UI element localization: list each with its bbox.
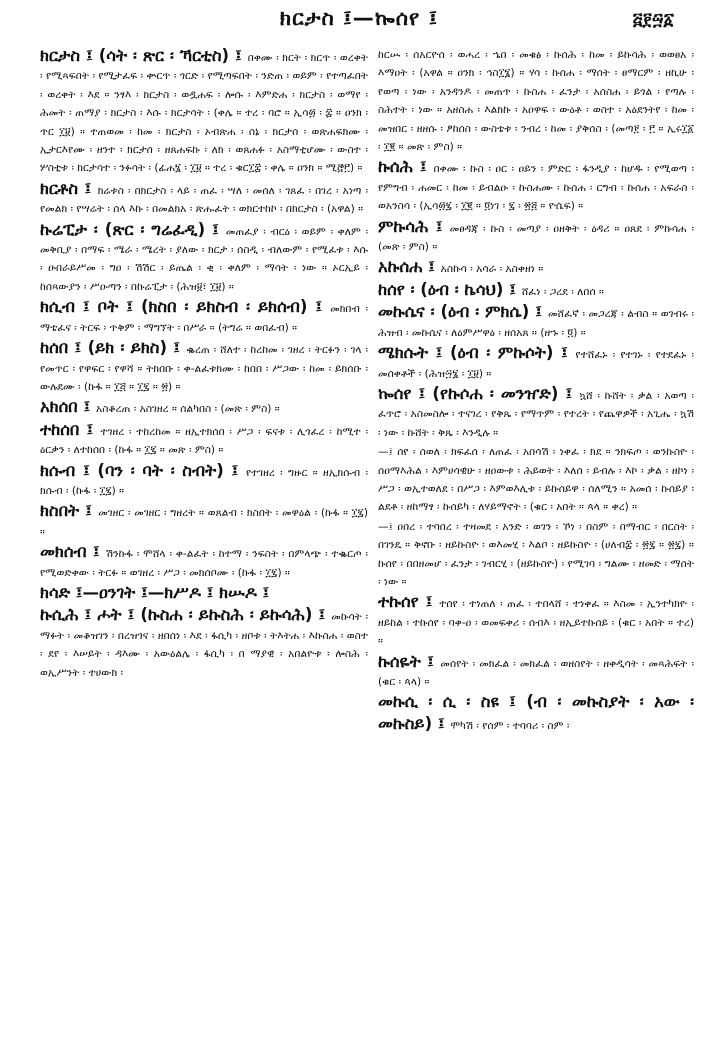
entry-definition: አስኩሳ ፡ አሳራ ፡ አስቀዘነ ። <box>440 263 544 276</box>
entry-headword: ኩሲሕ ፤ ሖት ፤ (ኩስሐ ፡ ይኩስሕ ፡ ይኩሳሕ) ፤ <box>40 605 332 625</box>
entry-definition: ቈረጠ ፡ ሸለተ ፡ ከረከመ ፡ ገዘረ ፡ ትርፉን ፡ ገላ ፡ የመጥር ፡ የዋፍር ፡ የዋሻ ። ትክበቡ ፡ ቀ-ልፈቱክሙ ፡ ከበበ ፡ ሥጋው ፡ ከመ ፡ ይክሰቡ ፡ ውሉደሙ ፡ (ኩፋ ። ፲፭ ። ፲፯ ። ፳) ። <box>40 344 368 393</box>
entry-definition: የተሸፈኑ ፡ የተገኑ ፡ የተደፈኑ ፡ መሰቀቶች ፡ (ሕዝ፵፮ ፡ ፲፱) ። <box>378 349 694 380</box>
entry-headword: መክሰብ ፤ <box>40 542 106 562</box>
dictionary-entry <box>378 384 694 442</box>
dictionary-entry <box>40 220 368 297</box>
dictionary-entry <box>40 542 368 582</box>
dictionary-entry <box>40 583 368 604</box>
entry-definition: ተሰየ ፡ ተነጠለ ፡ ጠፈ ፡ ተበላሸ ፡ ተነቀፈ ። እስመ ፡ ኢንተካክዮ ፡ ዘይከል ፡ ተኩሰየ ፡ ባቀ-ዐ ፡ ወመፍቀሪ ፡ ሰብእ ፡ ዘኢይተኩሰይ ፡ (ቁር ፡ አበት ። ተረ) ። <box>378 598 694 648</box>
dictionary-entry <box>378 217 694 257</box>
dictionary-entry <box>378 518 694 592</box>
dictionary-entry <box>378 443 694 517</box>
entry-definition: ክሬቱስ ፡ በክርታስ ፡ ላይ ፡ ጠፈ ፡ ሣለ ፡ መሰለ ፡ ገጸፈ ፡ በገረ ፡ አነጣ ፡ የመልክ ፡ የሣሬት ፡ ሰላ እኩ ፡ በመልክአ ፡ ጽሑፈት ፡ ወክርተከኮ ፡ በክርታስ ፡ (አዋል) ። <box>40 184 368 216</box>
entry-definition: ሽንኩፋ ፡ ሞሸላ ፡ ቀ-ልፈት ፡ ከተማ ፡ ንፍስት ፡ በምላጭ ፡ ተቈርጦ ፡ የሚወድቀው ፡ ትርፉ ። ወገዘረ ፡ ሥጋ ፡ መክሰቦሙ ፡ (ኩፋ ፡ ፲፯) ። <box>40 548 368 579</box>
entry-definition: ተገዘረ ፡ ተከረከመ ። ዘኢተክሰበ ፡ ሥጋ ፡ ፍናቱ ፡ ሊጎፈረ ፡ ከሚተ ፡ ዕርቃን ፡ ለተከሰበ ፡ (ኩፋ ። ፲፯ ። መጽ ፡ ምስ) ። <box>40 425 368 457</box>
entry-headword: ኩሬፒታ ፡ (ጽር ፡ ግሬፈዲ) ፤ <box>40 219 226 239</box>
entry-headword: ምኩሳሕ ፤ <box>378 216 450 236</box>
entry-definition: ከርሡ ፡ ሰአርዮሰ ፡ ወሓረ ፡ ኄበ ፡ መቁፅ ፡ ኩሰሕ ፡ ከመ ፡ ይኩሳሕ ፡ ወወፀአ ፡ እማዐት ፡ (አዋል ። ዐንክ ፡ ኅስ፲፮) ። ሃሳ ፡ ኩሰሐ ፡ ማሰት ፡ ፀማርም ፡ ዘኪሁ ፡ የወጣ ፡ ነው ፡ አንዳንዶ ፡ መጠጥ ፡ ኩስሐ ፡ ፈንታ ፡ አሰስሐ ፡ ይጎል ፡ የጣሉ ፡ ስሕተት ፡ ነው ። አዘስሐ ፡ እልክኩ ፡ አዐዋፍ ፡ ውዕቶ ፡ ወስተ ፡ አዕደንትየ ፡ ከመ ፡ መዝበር ፡ ዘዘሱ ፡ ፆከሰስ ፡ ውስቴቱ ፡ ንብረ ፡ ከመ ፡ ያቅሰስ ፡ (መጣ፻ ፡ ፫ ። ኢሩ፲፩ ፡ ፲፪ ። መጽ ፡ ምስ) ። <box>378 49 694 154</box>
entry-headword: አኩሰሐ ፤ <box>378 257 441 277</box>
entry-headword: ክሳድ ፤—ዐንገት ፤—ክሥዶ ፤ ክሡዶ ፤ <box>40 582 270 602</box>
dictionary-entry <box>378 257 694 278</box>
entry-headword: አክሰበ ፤ <box>40 397 96 417</box>
entry-definition: አስቆረጠ ፡ አስገዘረ ። ሰልካበስ ፡ (መጽ ፡ ምስ) ። <box>95 403 280 416</box>
dictionary-entry <box>40 179 368 219</box>
entry-definition: ኳሸ ፡ ኩሸት ፡ ቃል ፡ አወጣ ፡ ፈጥሮ ፡ አስመስሎ ፡ ተናገረ ፡ የቅጼ ፡ የማጥም ፡ የተረት ፡ የጨዋዎች ፡ አጊሔ ፡ ኳሽ ፡ ነው ፡ ኩሸት ፡ ቅጼ ፡ እንዲሉ ። <box>378 389 694 439</box>
dictionary-entry <box>378 280 694 301</box>
dictionary-entry <box>378 343 694 383</box>
entry-definition: የተገዘረ ፡ ግዙር ። ዘኢክሱብ ፡ ክሱብ ፡ (ኩፋ ፡ ፲፯) ። <box>40 466 368 497</box>
dictionary-entry <box>40 46 368 178</box>
dictionary-entry <box>40 461 368 501</box>
left-column <box>40 46 368 1046</box>
entry-headword: ኩሰዬት ፤ <box>378 651 441 671</box>
entry-headword: ከሰበ ፤ (ይክ ፡ ይክስ) ፤ <box>40 338 187 358</box>
entry-headword: ተከሰበ ፤ <box>40 419 101 439</box>
dictionary-entry <box>378 592 694 650</box>
dictionary-entry <box>40 338 368 396</box>
right-column <box>378 46 694 1046</box>
entry-definition: ሸፈነ ፡ ጋረደ ፡ ለበሰ ። <box>521 285 604 298</box>
entry-headword: ክስበት ፤ <box>40 501 99 521</box>
entry-definition: ሞካሽ ፡ የሰም ፡ ተባባሪ ፡ ስም ፡ <box>450 719 570 732</box>
entry-headword: ክሱብ ፤ (ባን ፡ ባት ፡ ስብት) ፤ <box>40 460 246 480</box>
entry-headword: ከሰየ ፡ (ዕብ ፡ ኬሳህ) ፤ <box>378 279 522 299</box>
page-number: ፭፻፵፩ <box>632 10 674 30</box>
entry-definition: መኩሳት ፡ ማፉት ፡ መቆዝገን ፡ በረዝጎና ፡ ዘበሰነ ፡ እደ ፡ ፋሲካ ፡ ዘቦቱ ፡ ትእትሐ ፡ እኩስሐ ፡ ወስተ ፡ ደየ ፡ እሠይት ፡ ዳእሙ ፡ አውዕልሌ ፡ ፋሲካ ፡ በ ማያዊ ፡ አበልዮቱ ፡ ሎስሕ ፡ ወኢሥንት ፡ ተሀውክ ፡ <box>40 611 368 679</box>
entry-headword: ኩሰሕ ፤ <box>378 157 434 177</box>
entry-definition: በቀሙ ፡ ኩስ ፡ ዐር ፡ ዐይን ፡ ምድር ፡ ፋንዲያ ፡ ከሆዱ ፡ የሚወጣ ፡ የምግብ ፡ ሐመር ፡ ከመ ፡ ይብልዑ ፡ ኩስሐሙ ፡ ኩሰሐ ፡ ርግብ ፡ ኩሰሐ ፡ አፍራስ ፡ ወአንስሳ ፡ (ኢሳ፴፯ ፡ ፲፪ ። ፬ነገ ፡ ፯ ፡ ፳፭ ። ዮሴፍ) ። <box>378 163 694 213</box>
entry-headword: መኩሲ ፡ ሲ ፡ ስዩ ፤ (ብ ፡ መኩስያት ፡ አው ፡ መኩስይ) ፤ <box>378 692 694 733</box>
dictionary-entry <box>378 46 694 156</box>
dictionary-entry <box>378 692 694 735</box>
entry-headword: ተኩሰየ ፤ <box>378 592 440 612</box>
page-header <box>0 6 718 40</box>
entry-headword: ኰሰየ ፤ (የኩሶሐ ፡ መንዠድ) ፤ <box>378 383 580 403</box>
dictionary-entry <box>40 297 368 337</box>
entry-headword: ክርታስ ፤ (ሳት ፡ ጽር ፡ ኻርቲስ) ፤ <box>40 46 248 65</box>
entry-headword: ሜክሱት ፤ (ዕብ ፡ ምኩሶት) ፤ <box>378 343 576 363</box>
entry-definition: መገዘር ፡ መገዘር ፡ ግዘረት ። ወጸልብ ፡ ክስበት ፡ መዋዕል ፡ (ኩፋ ። ፲፯) ። <box>40 507 368 538</box>
entry-definition: መክበብ ፡ ማቴፈና ፡ ትርፍ ፡ ጥቅም ፡ ማግኘት ፡ በሥራ ። (ትግሬ ። ወበፈብ) ። <box>40 303 368 334</box>
dictionary-entry <box>378 157 694 215</box>
running-head: ክርታስ ፤—ኰሰየ ፤ <box>279 6 439 30</box>
entry-definition: መጠፈያ ፡ ብርዕ ፡ ወይም ፡ ቀለም ፡ መቅቢያ ፡ በማፍ ፡ ሜራ ፡ ሜረት ፡ ያለው ፡ ክርታ ፡ ሰስዲ ፡ ብለውም ፡ የሚፈቱ ፡ እሱ ፡ ዑበራይሥመ ፡ ግዐ ፡ ሽሽር ፡ ይጤል ፡ ቂ ፡ ቀለም ፡ ማሳት ፡ ነው ። ኦርኢይ ፡ ከሰጻውያን ፡ ሥዑጣን ፡ በኩሬፒታ ፡ (ሕዝ፱፣ ፲፱) ። <box>40 225 368 293</box>
entry-definition: መፀዳጃ ፡ ኩስ ፡ መጣያ ፡ ዐዘቅት ፡ ዕዳሪ ። ዐጸደ ፡ ምኩሳሐ ፡ (መጽ ፡ ምስ) ። <box>378 222 694 254</box>
entry-definition: —፤ ሰየ ፡ ሰወለ ፡ ክፍፈሰ ፡ ለጠፈ ፡ አበሳሽ ፡ ነቀፈ ፡ ክደ ። ንክፍጦ ፡ ወንኩስዮ ፡ ሰዐማእሕል ፡ እምሀሳዊሁ ፡ ዘዐውቱ ፡ ሕይወት ፡ እለሰ ፡ ይብሉ ፡ እኮ ፡ ቃል ፡ ዘኮነ ፡ ሥጋ ፡ ወኢተወለደ ፡ በሥጋ ፡ እምወእሊቱ ፡ ይኩሰይዋ ፡ ሰለሚን ። አመሰ ፡ ኩሰይያ ፡ ልደቶ ፡ ዘከማፃ ፡ ኩሰይካ ፡ ለሃይማኖት ፡ (ቁር ፡ አበት ። ጳላ ። ቀረ) ። <box>378 446 694 514</box>
entry-definition: —፤ ዐበረ ፡ ተባበረ ፡ ተዛመደ ፡ አንድ ፡ ወገን ፡ ኾነ ፡ በስም ፡ በማብር ፡ በርስት ፡ በገንዴ ። ቅኖቡ ፡ ዘይኩስዮ ፡ ወእመሂ ፡ እልቦ ፡ ዘይኩስዮ ፡ (ሀለብ፰ ፡ ፳፯ ። ፳፯) ። ኩሰየ ፡ በበዘመሆ ፡ ፈንታ ፡ ገብርሂ ፡ (ዘይኩስዮ) ፡ የሚገባ ፡ ግልሙ ፡ ዘመድ ፡ ማሰት ፡ ነው ። <box>378 520 694 588</box>
dictionary-entry <box>40 605 368 682</box>
entry-definition: በቀሙ ፡ ክርት ፡ ክርጥ ፡ ወረቀት ፡ የሚጻፍበት ፡ የሚታፈፍ ፡ ቍርጥ ፡ ጎርድ ፡ የሚጣፍበት ፡ ንድጠ ፡ ወይም ፡ የተጣፈበት ፡ ወረቀት ፡ እደ ። ንፃእ ፡ ክርታስ ፡ ወዷሐፍ ፡ ሎሱ ፡ እምድሐ ፡ ክርታስ ፡ ወማየ ፡ ሕመት ፡ ጠማያ ፡ ክርታስ ፡ እሱ ፡ ክርታሳት ፡ (ቀሌ ። ተረ ፡ ባሮ ። ኢሳ፴ ፡ ፰ ። ዐንክ ፡ ጥር ፲፱) ። ተጠወመ ፡ ከመ ፡ ክርታስ ፡ ኦብጽሐ ፡ ሰኔ ፡ ክርታሰ ፡ ወጽሐፍክሙ ፡ ኢታርእየሙ ፡ ዘንተ ፡ ክርታሰ ፡ ዘጸሐፍኩ ፡ ለክ ፡ ወጸሐፉ ፡ አስማቲሆሙ ፡ ውስተ ፡ ሦስቲቱ ፡ ክርታሳተ ፡ ንፉሳት ፡ (ፊሐ፮ ፡ ፲፱ ። ተረ ፡ ቁር፲፰ ፡ ቀሌ ። ዐንክ ። ሚ፸፫) ። <box>40 52 368 175</box>
entry-headword: ክሲብ ፤ ቦት ፤ (ክስበ ፡ ይክስብ ፡ ይክሰብ) ፤ <box>40 297 331 317</box>
entry-headword: ክርቶስ ፤ <box>40 178 98 198</box>
entry-definition: መሰየት ፡ መክፈል ፡ መክፈል ፡ ወዘስየት ፡ ዘቀዲሳት ፡ መጻሕፍት ፡ (ቁር ፡ ጳላ) ። <box>378 657 694 688</box>
entry-headword: መኩሴና ፡ (ዕብ ፡ ምክሴ) ፤ <box>378 302 548 322</box>
dictionary-entry <box>40 420 368 460</box>
dictionary-entry <box>378 652 694 692</box>
dictionary-entry <box>378 302 694 342</box>
entry-definition: መሸፈኛ ፡ መጋረጃ ፡ ልብስ ። ወገብሩ ፡ ሕዝብ ፡ መኩሴና ፡ ለዕምሥዋዕ ፡ ዘሰአጸ ። (ዘኁ ፡ ፬) ። <box>378 308 694 339</box>
dictionary-entry <box>40 501 368 541</box>
dictionary-entry <box>40 397 368 418</box>
